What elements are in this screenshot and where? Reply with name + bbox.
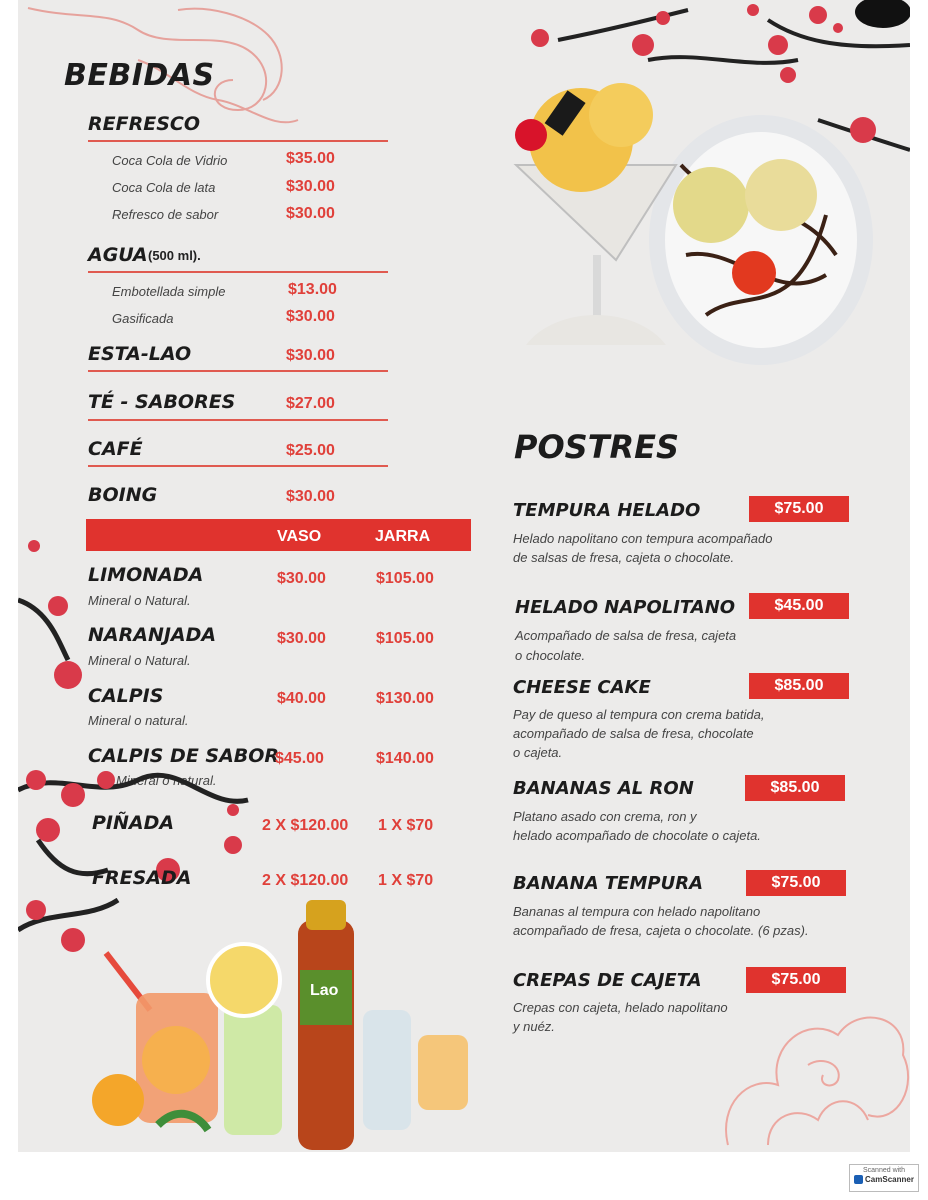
menu-item-price: $30.00 [286,488,335,505]
esta-lao-heading: ESTA-LAO [88,343,192,365]
dessert-name: BANANA TEMPURA [513,873,703,894]
divider [88,419,388,421]
divider [88,370,388,372]
divider [88,465,388,467]
menu-item-name: Coca Cola de Vidrio [112,153,228,168]
divider [88,140,388,142]
camscanner-label: CamScanner [865,1175,914,1184]
drink-note: Mineral o natural. [116,773,217,788]
dessert-desc-line: acompañado de salsa de fresa, chocolate [513,726,754,741]
dessert-desc-line: Platano asado con crema, ron y [513,809,697,824]
dessert-price-tag: $75.00 [746,870,846,896]
menu-item-price: $30.00 [286,205,335,222]
camscanner-logo-icon [854,1175,863,1184]
dessert-desc-line: Acompañado de salsa de fresa, cajeta [515,628,737,643]
jarra-price: 1 X $70 [378,872,434,889]
dessert-desc-line: Bananas al tempura con helado napolitano [513,904,761,919]
divider [88,271,388,273]
drink-note: Mineral o Natural. [88,653,191,668]
drink-note: Mineral o natural. [88,713,189,728]
menu-item-price: $30.00 [286,178,335,195]
menu-item-price: $27.00 [286,395,335,412]
drinks-photo [88,895,468,1152]
dessert-name: HELADO NAPOLITANO [515,597,736,618]
vaso-price: 2 X $120.00 [262,817,349,834]
jarra-price: $130.00 [376,690,434,707]
drink-name: LIMONADA [88,564,204,586]
dessert-price-tag: $75.00 [749,496,849,522]
menu-item-price: $30.00 [286,347,335,364]
menu-item-name: Refresco de sabor [112,207,219,222]
drink-name: CALPIS [88,685,164,707]
vaso-price: 2 X $120.00 [262,872,349,889]
agua-heading: AGUA [88,244,148,266]
menu-item-price: $30.00 [286,308,335,325]
refresco-heading: REFRESCO [88,113,200,135]
dessert-desc-line: y nuéz. [513,1019,555,1034]
vaso-price: $45.00 [275,750,324,767]
dessert-price-tag: $45.00 [749,593,849,619]
jarra-header: JARRA [375,528,431,545]
cloud-swirl-decoration [708,995,910,1152]
jarra-price: $140.00 [376,750,434,767]
drink-name: CALPIS DE SABOR [88,745,280,767]
dessert-desc-line: Helado napolitano con tempura acompañado [513,531,773,546]
dessert-name: CREPAS DE CAJETA [513,970,702,991]
drink-name: NARANJADA [88,624,217,646]
vaso-price: $30.00 [277,570,326,587]
dessert-desc-line: Crepas con cajeta, helado napolitano [513,1000,728,1015]
menu-item-price: $35.00 [286,150,335,167]
menu-item-name: Gasificada [112,311,174,326]
bottle-label: Lao [310,982,339,999]
agua-volume-note: (500 ml). [148,248,201,263]
dessert-name: CHEESE CAKE [513,677,651,698]
cafe-heading: CAFÉ [88,438,143,460]
vaso-header: VASO [277,528,322,545]
vaso-price: $30.00 [277,630,326,647]
jarra-price: $105.00 [376,570,434,587]
dessert-photo [496,55,896,385]
postres-title: POSTRES [514,428,680,466]
dessert-desc-line: o cajeta. [513,745,563,760]
dessert-desc-line: de salsas de fresa, cajeta o chocolate. [513,550,735,565]
jarra-price: $105.00 [376,630,434,647]
dessert-price-tag: $85.00 [745,775,845,801]
menu-page [18,0,910,1152]
menu-item-price: $25.00 [286,442,335,459]
dessert-desc-line: helado acompañado de chocolate o cajeta. [513,828,761,843]
camscanner-watermark [849,1164,919,1192]
boing-heading: BOING [88,484,158,506]
dessert-desc-line: o chocolate. [515,648,586,663]
dessert-price-tag: $75.00 [746,967,846,993]
jarra-price: 1 X $70 [378,817,434,834]
vaso-price: $40.00 [277,690,326,707]
dessert-desc-line: Pay de queso al tempura con crema batida, [513,707,765,722]
scanned-with-label: Scanned with [862,1167,906,1174]
menu-item-name: Embotellada simple [112,284,226,299]
dessert-name: TEMPURA HELADO [513,500,701,521]
menu-item-name: Coca Cola de lata [112,180,216,195]
bebidas-title: BEBIDAS [64,58,215,93]
drink-name: PIÑADA [92,812,175,834]
dessert-price-tag: $85.00 [749,673,849,699]
dessert-desc-line: acompañado de fresa, cajeta o chocolate. (6 pzas). [513,923,809,938]
te-heading: TÉ - SABORES [88,391,236,413]
drink-note: Mineral o Natural. [88,593,191,608]
drink-name: FRESADA [92,867,192,889]
dessert-name: BANANAS AL RON [513,778,694,799]
menu-item-price: $13.00 [288,281,337,298]
